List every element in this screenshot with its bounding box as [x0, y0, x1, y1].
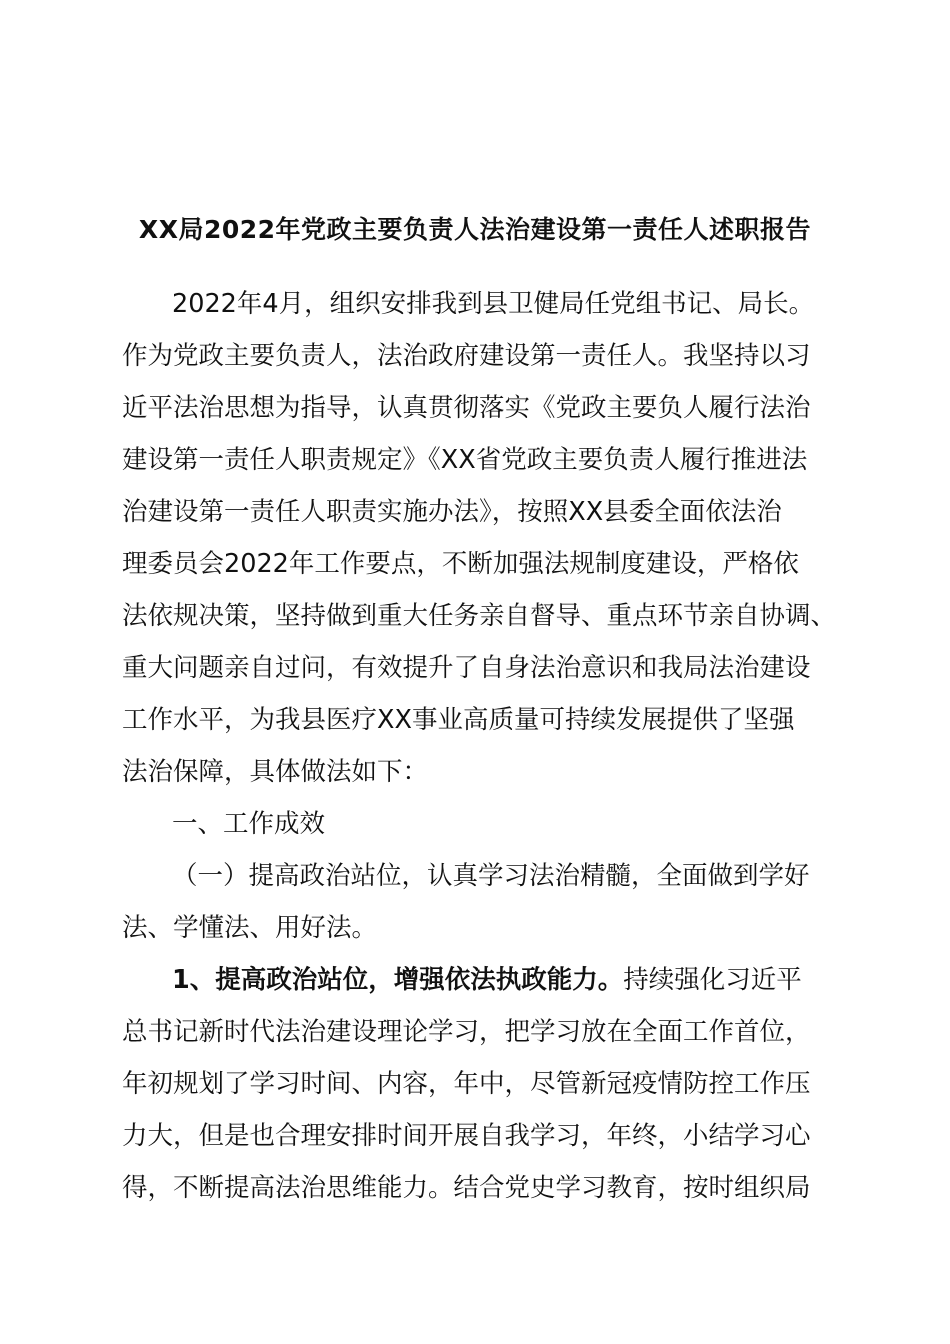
paragraph-line: 年初规划了学习时间、内容，年中，尽管新冠疫情防控工作压	[122, 1069, 811, 1099]
paragraph-text: 持续强化习近平	[623, 965, 802, 995]
paragraph-line: 总书记新时代法治建设理论学习，把学习放在全面工作首位，	[122, 1017, 811, 1047]
section-heading: 一、工作成效	[172, 809, 326, 839]
paragraph-line: 理委员会2022年工作要点，不断加强法规制度建设，严格依	[122, 549, 799, 579]
paragraph-line: 得，不断提高法治思维能力。结合党史学习教育，按时组织局	[122, 1173, 811, 1203]
paragraph-line: 建设第一责任人职责规定》《XX省党政主要负责人履行推进法	[122, 445, 808, 475]
paragraph-line: 治建设第一责任人职责实施办法》，按照XX县委全面依法治	[122, 497, 782, 527]
paragraph-line: 作为党政主要负责人，法治政府建设第一责任人。我坚持以习	[122, 341, 811, 371]
paragraph-line: 2022年4月，组织安排我到县卫健局任党组书记、局长。	[172, 289, 815, 319]
paragraph-line: 法治保障，具体做法如下：	[122, 757, 429, 787]
subsection-heading-line: 法、学懂法、用好法。	[122, 913, 378, 943]
paragraph-line: 法依规决策，坚持做到重大任务亲自督导、重点环节亲自协调、	[122, 601, 837, 631]
subsection-heading: （一）提高政治站位，认真学习法治精髓，全面做到学好	[172, 861, 810, 891]
document-title: XX局2022年党政主要负责人法治建设第一责任人述职报告	[138, 215, 812, 244]
paragraph-first-line	[172, 960, 802, 1000]
paragraph-line: 近平法治思想为指导，认真贯彻落实《党政主要负人履行法治	[122, 393, 811, 423]
paragraph-bold-lead: 1、提高政治站位，增强依法执政能力。	[172, 965, 624, 995]
paragraph-line: 重大问题亲自过问，有效提升了自身法治意识和我局法治建设	[122, 653, 811, 683]
paragraph-line: 工作水平，为我县医疗XX事业高质量可持续发展提供了坚强	[122, 705, 795, 735]
paragraph-line: 力大，但是也合理安排时间开展自我学习，年终，小结学习心	[122, 1121, 811, 1151]
